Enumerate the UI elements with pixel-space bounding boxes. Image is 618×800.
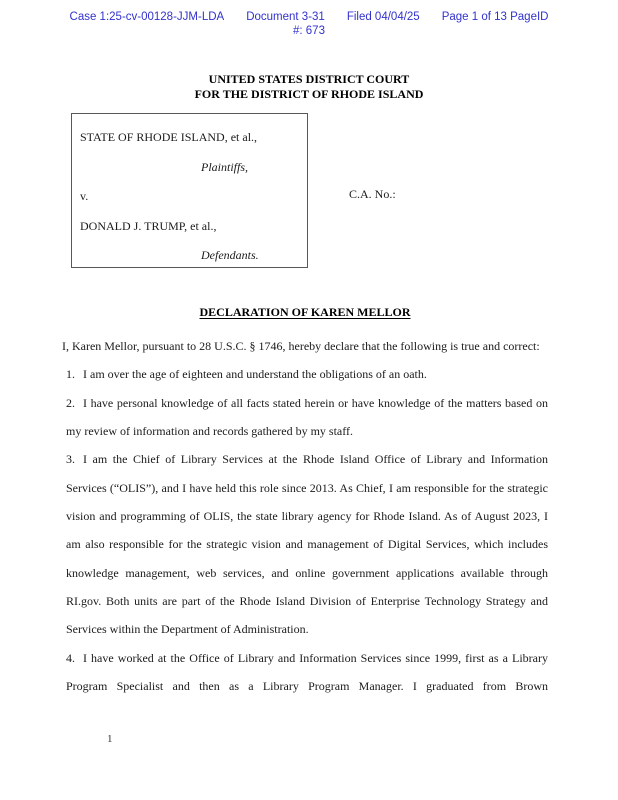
paragraph-4-text: I have worked at the Office of Library and Information Services since 1999, first as a Library Program Specialist and then as a Library Program Manager. I graduated from Brown: [66, 650, 548, 694]
page-number: 1: [107, 733, 113, 745]
stamp-document-number: Document 3-31: [246, 11, 325, 23]
stamp-case-number: Case 1:25-cv-00128-JJM-LDA: [69, 11, 225, 23]
case-number-label: C.A. No.:: [349, 187, 396, 201]
court-title-line1: UNITED STATES DISTRICT COURT: [208, 72, 410, 86]
paragraph-2: [66, 389, 548, 446]
paragraph-1-number: 1.: [66, 367, 75, 382]
paragraph-3-text: I am the Chief of Library Services at the Rhode Island Office of Library and Information Services (“OLIS”), and I have held this role since 2013. As Chief, I am responsible for the strategic vision and programming of OLIS, the state library agency for Rhode Island. As of August 2023, I am also responsible for the strategic vision and management of Digital Services, which includes knowledge management, web services, and online government applications available through RI.gov. Both units are part of the Rhode Island Division of Enterprise Technology Strategy and Services within the Department of Administration.: [66, 452, 548, 637]
paragraph-3-number: 3.: [66, 452, 75, 467]
defendants-label: Defendants.: [201, 248, 259, 262]
stamp-pageid: #: 673: [293, 25, 325, 37]
court-title: [0, 72, 618, 102]
declaration-intro: I, Karen Mellor, pursuant to 28 U.S.C. § 1746, hereby declare that the following is true and correct:: [62, 339, 540, 353]
paragraph-4: [66, 644, 548, 701]
plaintiff-name: STATE OF RHODE ISLAND, et al.,: [80, 130, 258, 144]
court-title-line2: FOR THE DISTRICT OF RHODE ISLAND: [194, 87, 424, 101]
paragraph-2-text: I have personal knowledge of all facts stated herein or have knowledge of the matters based on my review of information and records gathered by my staff.: [66, 395, 548, 439]
document-title: DECLARATION OF KAREN MELLOR: [199, 305, 411, 319]
paragraph-2-number: 2.: [66, 395, 75, 410]
paragraph-1-text: I am over the age of eighteen and understand the obligations of an oath.: [83, 367, 427, 382]
stamp-filed-date: Filed 04/04/25: [346, 11, 420, 23]
paragraph-3: [66, 445, 548, 643]
pacer-stamp: [0, 10, 618, 38]
caption-box: [71, 113, 308, 268]
paragraph-1: [66, 360, 548, 388]
stamp-page-info: Page 1 of 13 PageID: [441, 11, 549, 23]
pacer-stamp-line1: [0, 10, 618, 24]
versus: v.: [80, 189, 89, 203]
plaintiffs-label: Plaintiffs,: [201, 159, 249, 174]
paragraph-4-number: 4.: [66, 650, 75, 665]
defendant-name: DONALD J. TRUMP, et al.,: [80, 218, 217, 233]
declaration-body: [62, 332, 548, 700]
